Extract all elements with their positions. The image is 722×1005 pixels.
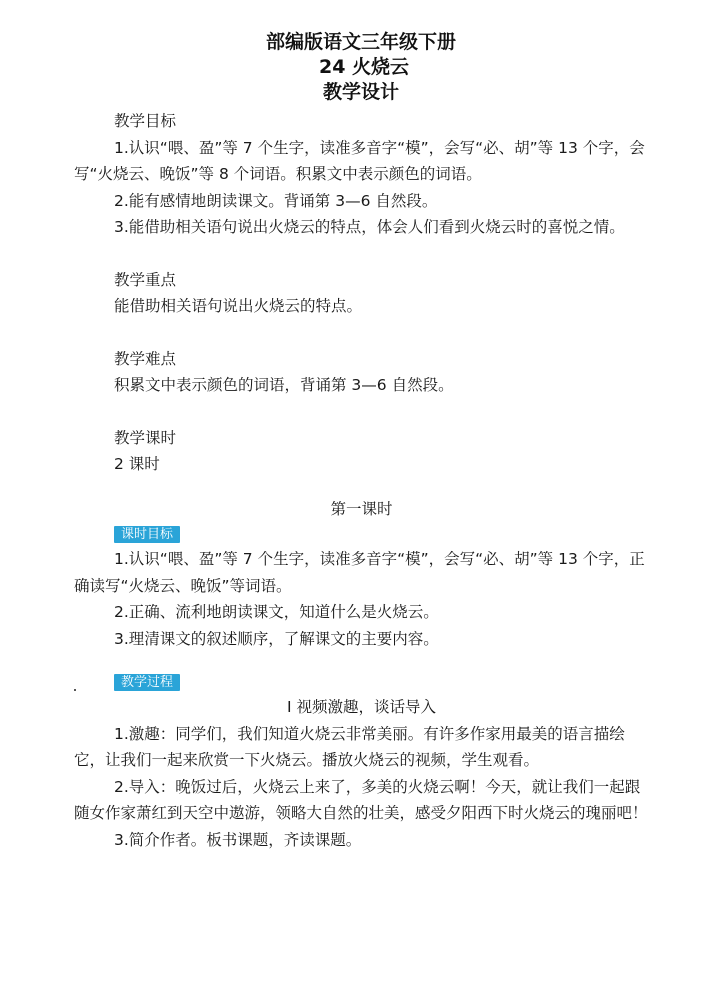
- document-body: [74, 108, 649, 853]
- section-1-heading: Ⅰ 视频激趣，谈话导入: [287, 698, 436, 716]
- goal-item-3: 3.能借助相关语句说出火烧云的特点，体会人们看到火烧云时的喜悦之情。: [114, 218, 625, 236]
- lesson-title: 24 火烧云: [318, 56, 410, 78]
- lesson-1-title: 第一课时: [330, 499, 393, 518]
- spacer: [74, 320, 649, 346]
- process-step-1: 1.激趣：同学们，我们知道火烧云非常美丽。有许多作家用最美的语言描绘它，让我们一起来欣赏一下火烧云。播放火烧云的视频，学生观看。: [74, 724, 625, 769]
- key-points-heading: 教学重点: [114, 270, 177, 289]
- spacer: [74, 478, 649, 496]
- lesson-goal-1: 1.认识“喂、盈”等 7 个生字，读准多音字“模”，会写“必、胡”等 13 个字，正确读写“火烧云、晚饭”等词语。: [74, 550, 645, 595]
- lesson-goal-3: 3.理清课文的叙述顺序，了解课文的主要内容。: [114, 629, 439, 648]
- process-step-2: 2.导入：晚饭过后，火烧云上来了，多美的火烧云啊！今天，就让我们一起跟随女作家萧红到天空中遨游，领略大自然的壮美，感受夕阳西下时火烧云的瑰丽吧！: [74, 777, 648, 822]
- document-title-block: [0, 30, 722, 105]
- lesson-goals-badge: 课时目标: [114, 526, 180, 543]
- lesson-goals-badge-row: [74, 522, 649, 546]
- design-title: 教学设计: [322, 81, 399, 103]
- goal-item-2: 2.能有感情地朗读课文。背诵第 3—6 自然段。: [114, 191, 438, 210]
- hours-text: 2 课时: [114, 455, 160, 473]
- difficulties-heading: 教学难点: [114, 349, 177, 368]
- difficulties-text: 积累文中表示颜色的词语，背诵第 3—6 自然段。: [114, 376, 454, 394]
- teaching-process-badge: 教学过程: [114, 674, 180, 691]
- goal-item-1: 1.认识“喂、盈”等 7 个生字，读准多音字“模”，会写“必、胡”等 13 个字，会写“火烧云、晚饭”等 8 个词语。积累文中表示颜色的词语。: [74, 138, 645, 183]
- lesson-goal-2: 2.正确、流利地朗读课文，知道什么是火烧云。: [114, 603, 439, 621]
- hours-heading: 教学课时: [114, 428, 177, 447]
- process-badge-row: [74, 670, 649, 694]
- textbook-title: 部编版语文三年级下册: [265, 31, 456, 53]
- spacer: [74, 652, 649, 670]
- goals-heading: 教学目标: [114, 112, 177, 130]
- spacer: [74, 241, 649, 267]
- spacer: [74, 399, 649, 425]
- key-points-text: 能借助相关语句说出火烧云的特点。: [114, 297, 363, 315]
- process-step-3: 3.简介作者。板书课题，齐读课题。: [114, 830, 362, 849]
- stray-dot: [74, 689, 76, 691]
